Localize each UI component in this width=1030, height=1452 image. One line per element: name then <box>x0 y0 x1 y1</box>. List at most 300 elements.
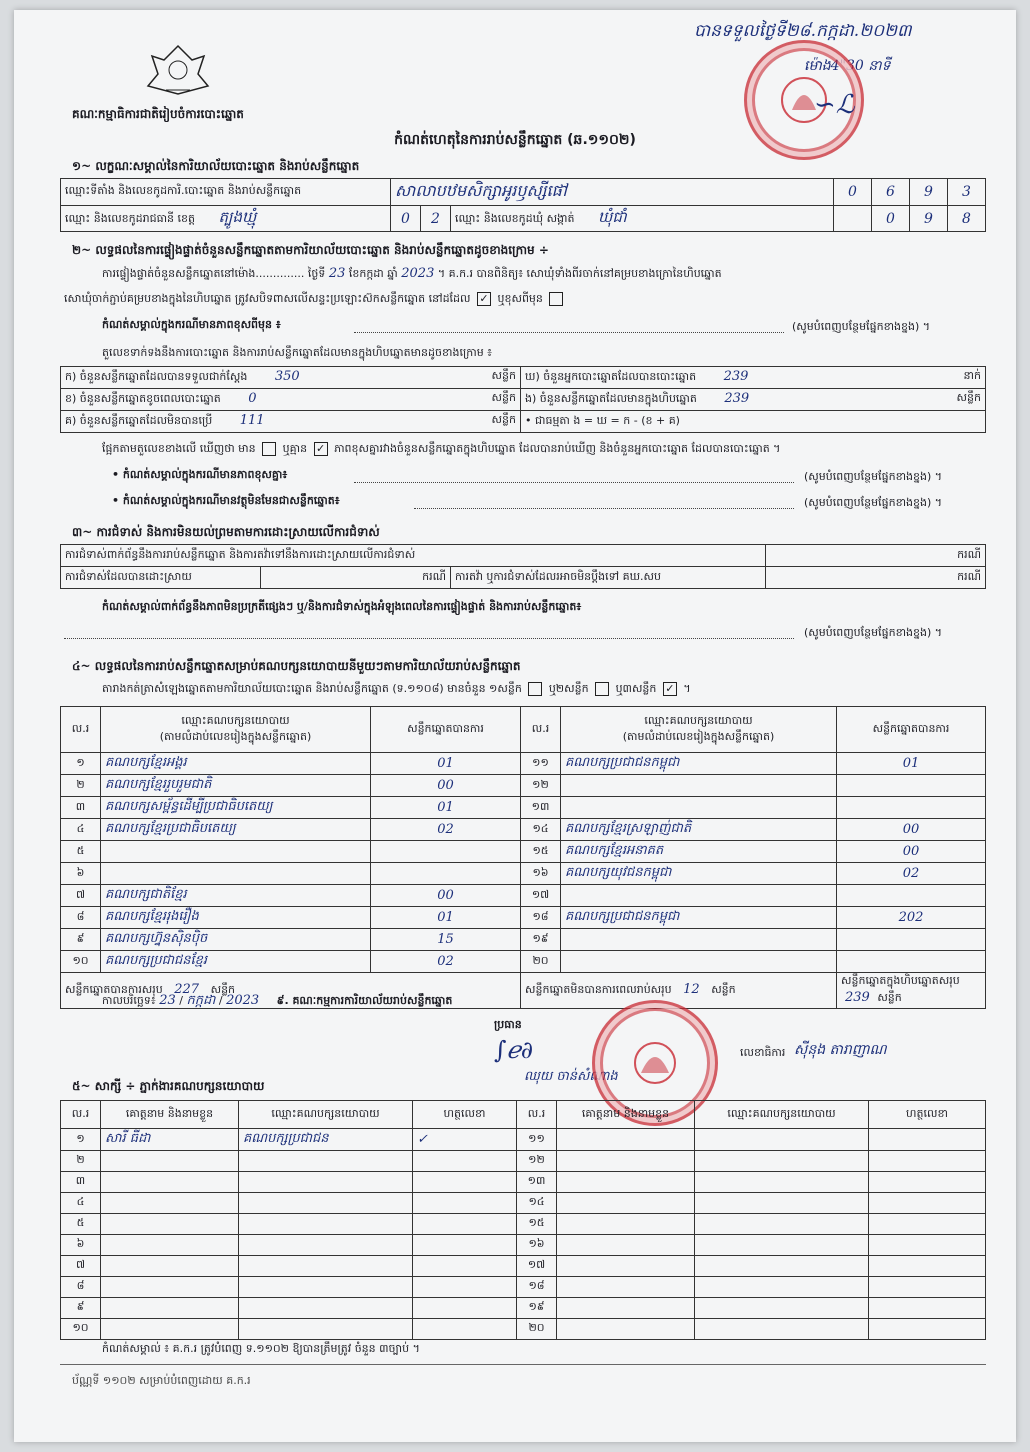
witness-no: ១៦ <box>517 1235 557 1256</box>
figure-b-label: ខ) ចំនួនសន្លឹកឆ្នោតខូចពេលបោះឆ្នោត <box>65 392 221 405</box>
result-no: ១៧ <box>521 885 561 907</box>
bullet-difference: • កំណត់សម្គាល់ក្នុងករណីមានភាពខុសគ្នា៖ <box>112 468 288 481</box>
witness-col-name-left: គោត្តនាម និងនាមខ្លួន <box>101 1101 239 1129</box>
witness-signature <box>413 1298 517 1319</box>
result-no: ១១ <box>521 753 561 775</box>
bullet-objects-line <box>414 508 794 509</box>
results-col-votes-left: សន្លឹកឆ្នោតបានការ <box>371 707 521 753</box>
commune-code-1: 0 <box>872 206 910 232</box>
objections-table <box>60 544 986 589</box>
witness-party <box>695 1235 869 1256</box>
made-year: 2023 <box>226 993 260 1008</box>
witness-name <box>101 1256 239 1277</box>
commune-code-3: 8 <box>948 206 986 232</box>
bullet-objects: • កំណត់សម្គាល់ក្នុងករណីមានវត្ថុមិនមែនជាសន្លឹកឆ្នោត៖ <box>112 494 340 507</box>
table-row <box>61 1151 986 1172</box>
location-code-3: 9 <box>910 179 948 206</box>
witness-signature <box>413 1256 517 1277</box>
made-month: កក្កដា <box>186 993 216 1008</box>
figure-formula: • ជាធម្មតា ង = ឃ = ក - (ខ + គ) <box>521 411 986 433</box>
result-party: គណបក្សជាតិខ្មែរ <box>101 885 371 907</box>
secretary-name: សុីនុង តារាញាណ <box>794 1042 887 1058</box>
witness-party <box>239 1298 413 1319</box>
witness-signature <box>869 1298 986 1319</box>
result-party: គណបក្សខ្មែរអង្គរ <box>101 753 371 775</box>
witness-no: ១៣ <box>517 1172 557 1193</box>
location-table <box>60 178 986 232</box>
witness-party <box>695 1214 869 1235</box>
witness-no: ១២ <box>517 1151 557 1172</box>
objection-appeal-case: ករណី <box>766 567 986 589</box>
witness-no: ១៥ <box>517 1214 557 1235</box>
figures-table <box>60 366 986 433</box>
results-col-no-left: ល.រ <box>61 707 101 753</box>
witness-party <box>695 1319 869 1340</box>
table-row <box>61 863 986 885</box>
footer-divider <box>60 1364 986 1365</box>
result-votes: 15 <box>371 929 521 951</box>
commune-label <box>451 206 834 232</box>
irregularity-line <box>64 638 794 639</box>
table-row <box>61 797 986 819</box>
witness-name <box>557 1151 695 1172</box>
total-valid-value: 227 <box>174 982 200 997</box>
witness-name <box>557 1298 695 1319</box>
location-value: សាលាបឋមសិក្សាអូរឫស្សីផៅ <box>391 179 834 206</box>
difference-note-suffix: (សូមបំពេញបន្ថែមផ្នែកខាងខ្នង) ។ <box>792 320 931 333</box>
table-row <box>61 1298 986 1319</box>
result-party <box>561 775 837 797</box>
witness-no: ៥ <box>61 1214 101 1235</box>
witness-signature <box>413 1235 517 1256</box>
no-difference-checkbox[interactable]: ✓ <box>314 442 328 456</box>
witness-party <box>239 1193 413 1214</box>
result-votes: 01 <box>837 753 986 775</box>
figures-intro: តួលេខទាក់ទងនឹងការបោះឆ្នោត និងការរាប់សន្លឹកឆ្នោតដែលមានក្នុងហិបឆ្នោតមានដូចខាងក្រោម ៖ <box>102 346 493 359</box>
province-code-1: 0 <box>391 206 421 232</box>
witness-col-sign-right: ហត្ថលេខា <box>869 1101 986 1129</box>
result-party: គណបក្សខ្មែរអនាគត <box>561 841 837 863</box>
objection-row1-case: ករណី <box>766 545 986 567</box>
stamp-emblem-icon <box>625 1033 685 1093</box>
three-sheets-label: ឬ៣សន្លឹក <box>615 682 657 695</box>
chair-label: ប្រធាន <box>494 1018 522 1031</box>
witness-body <box>61 1129 986 1340</box>
results-col-votes-right: សន្លឹកឆ្នោតបានការ <box>837 707 986 753</box>
bullet-difference-suffix: (សូមបំពេញបន្ថែមផ្នែកខាងខ្នង) ។ <box>804 470 943 483</box>
witness-col-party-left: ឈ្មោះគណបក្សនយោបាយ <box>239 1101 413 1129</box>
result-party <box>561 797 837 819</box>
result-party: គណបក្សខ្មែរស្រឡាញ់ជាតិ <box>561 819 837 841</box>
para1-text: ការផ្ទៀងផ្ទាត់ចំនួនសន្លឹកឆ្នោតនៅម៉ោង.............. ថ្ងៃទី <box>102 267 326 280</box>
result-votes: 00 <box>837 819 986 841</box>
results-col-party-right <box>561 707 837 753</box>
coat-of-arms-icon <box>142 40 214 106</box>
figure-d-unit: នាក់ <box>963 369 981 382</box>
table-row <box>61 907 986 929</box>
result-votes <box>837 951 986 973</box>
result-no: ២ <box>61 775 101 797</box>
verification-para2 <box>64 292 566 308</box>
witness-name <box>101 1214 239 1235</box>
result-party: គណបក្សខ្មែរប្រជាធិបតេយ្យ <box>101 819 371 841</box>
witness-signature <box>869 1214 986 1235</box>
witness-no: ២០ <box>517 1319 557 1340</box>
result-votes: 00 <box>837 841 986 863</box>
results-col-party-left <box>101 707 371 753</box>
unchanged-checkbox[interactable]: ✓ <box>477 292 491 306</box>
witness-no: ១ <box>61 1129 101 1151</box>
result-votes: 02 <box>371 951 521 973</box>
made-on-label: កាលបរិច្ឆេទ៖ <box>102 994 156 1007</box>
irregularity-suffix: (សូមបំពេញបន្ថែមផ្នែកខាងខ្នង) ។ <box>804 626 943 639</box>
figure-e-value: 239 <box>724 391 750 406</box>
compare-end: ភាពខុសគ្នារវាងចំនួនសន្លឹកឆ្នោតក្នុងហិបឆ្នោត ដែលបានរាប់ឃើញ និងចំនួនអ្នកបោះឆ្នោត ដែលបានបោះឆ្នោត ។ <box>334 442 781 455</box>
witness-name <box>101 1235 239 1256</box>
figure-row-e <box>521 389 986 411</box>
figure-row-c <box>61 411 521 433</box>
party-header-left: ឈ្មោះគណបក្សនយោបាយ <box>181 713 290 727</box>
result-votes: 202 <box>837 907 986 929</box>
result-party: គណបក្សខ្មែររុងរឿង <box>101 907 371 929</box>
total-valid-unit: សន្លឹក <box>210 983 236 996</box>
witness-name <box>101 1277 239 1298</box>
witness-name <box>101 1298 239 1319</box>
result-party <box>561 929 837 951</box>
result-no: ១ <box>61 753 101 775</box>
result-votes: 02 <box>837 863 986 885</box>
witness-name <box>557 1235 695 1256</box>
section3-title: ៣~ ការជំទាស់ និងការមិនយល់ព្រមតាមការដោះស្រាយលើការជំទាស់ <box>72 525 380 539</box>
result-no: ១០ <box>61 951 101 973</box>
result-party: គណបក្សប្រជាជនខ្មែរ <box>101 951 371 973</box>
secretary-label: លេខាធិការ <box>740 1046 786 1059</box>
witness-signature: ✓ <box>413 1129 517 1151</box>
para2-text: សោឃុំចាក់ភ្ជាប់គម្របខាងក្នុងនៃហិបឆ្នោត ត្រូវសបិទពាសលើសន្ទះប្រឡោះស៊កសន្លឹកឆ្នោត នៅដដែល <box>64 292 471 305</box>
result-no: ៥ <box>61 841 101 863</box>
witness-name <box>101 1319 239 1340</box>
figure-c-label: គ) ចំនួនសន្លឹកឆ្នោតដែលមិនបានប្រើ <box>65 414 213 427</box>
figure-row-d <box>521 367 986 389</box>
table-row <box>61 1256 986 1277</box>
para1-year: 2023 <box>401 266 435 281</box>
witness-no: ១៩ <box>517 1298 557 1319</box>
witness-party <box>239 1235 413 1256</box>
witness-no: ៦ <box>61 1235 101 1256</box>
footnote: កំណត់សម្គាល់ ៖ គ.ក.រ ត្រូវបំពេញ ទ.១១០២ ឱ្យបានត្រឹមត្រូវ ចំនួន ៣ច្បាប់ ។ <box>102 1342 420 1355</box>
witness-no: ១៤ <box>517 1193 557 1214</box>
compare-text: ផ្អែកតាមតួលេខខាងលើ ឃើញថា មាន <box>102 442 256 455</box>
table-row <box>61 1129 986 1151</box>
result-votes: 01 <box>371 753 521 775</box>
witness-signature <box>413 1214 517 1235</box>
result-votes: 02 <box>371 819 521 841</box>
witness-name <box>557 1319 695 1340</box>
form-code: ប័ណ្ណទី ១១០២ សម្រាប់បំពេញដោយ គ.ក.រ <box>72 1374 251 1387</box>
compare-line <box>102 442 780 458</box>
objection-resolved-case: ករណី <box>261 567 451 589</box>
witness-name <box>557 1256 695 1277</box>
compare-or: ឬគ្មាន <box>282 442 308 455</box>
result-votes <box>371 863 521 885</box>
result-party <box>561 951 837 973</box>
party-sub-header-left: (តាមលំដាប់លេខរៀងក្នុងសន្លឹកឆ្នោត) <box>159 729 312 743</box>
result-votes: 01 <box>371 907 521 929</box>
witness-party <box>695 1277 869 1298</box>
witness-party <box>695 1193 869 1214</box>
witness-col-name-right: គោត្តនាម និងនាមខ្លួន <box>557 1101 695 1129</box>
result-no: ៦ <box>61 863 101 885</box>
total-invalid-unit: សន្លឹក <box>711 983 736 996</box>
total-box-cell <box>837 973 986 1009</box>
table-row <box>61 819 986 841</box>
changed-checkbox[interactable] <box>549 292 563 306</box>
result-no: ៩ <box>61 929 101 951</box>
witness-col-party-right: ឈ្មោះគណបក្សនយោបាយ <box>695 1101 869 1129</box>
total-invalid-value: 12 <box>683 982 700 997</box>
para1-mid: ខែកក្កដា ឆ្នាំ <box>348 267 398 280</box>
figure-a-label: ក) ចំនួនសន្លឹកឆ្នោតដែលបានទទួលជាក់ស្តែង <box>65 370 248 383</box>
result-votes <box>837 797 986 819</box>
result-votes: 00 <box>371 775 521 797</box>
result-party <box>101 863 371 885</box>
result-no: ៧ <box>61 885 101 907</box>
section1-title: ១~ លក្ខណៈសម្គាល់នៃការិយាល័យបោះឆ្នោត និងរាប់សន្លឹកឆ្នោត <box>72 159 360 173</box>
total-invalid-cell <box>521 973 837 1009</box>
witness-signature <box>413 1277 517 1298</box>
receipt-note: បានទទួលថ្ងៃទី២៨.កក្កដា.២០២៣ <box>694 21 912 41</box>
witness-signature <box>413 1172 517 1193</box>
result-party: គណបក្សខ្មែររួបរួមជាតិ <box>101 775 371 797</box>
commune-code-2: 9 <box>910 206 948 232</box>
figure-a-value: 350 <box>274 369 300 384</box>
result-party: គណបក្សប្រជាជនកម្ពុជា <box>561 907 837 929</box>
section5-title: ៥~ សាក្សី ÷ ភ្នាក់ងារគណបក្សនយោបាយ <box>72 1079 265 1093</box>
objection-row1: ការជំទាស់ពាក់ព័ន្ធនឹងការរាប់សន្លឹកឆ្នោត និងការតវ៉ាទៅនឹងការដោះស្រាយលើការជំទាស់ <box>61 545 766 567</box>
location-code-1: 0 <box>834 179 872 206</box>
table-row <box>61 1172 986 1193</box>
result-party: គណបក្សប្រជាជនកម្ពុជា <box>561 753 837 775</box>
commune-label-text: ឈ្មោះ និងលេខកូដឃុំ សង្កាត់ <box>455 211 575 225</box>
witness-name <box>101 1151 239 1172</box>
para1-end: ។ គ.ក.រ បានពិនិត្យ៖ សោឃុំទាំងពីរចាក់នៅគម្របខាងក្រោនៃហិបឆ្នោត <box>437 267 722 280</box>
witness-no: ៣ <box>61 1172 101 1193</box>
table-row <box>61 1235 986 1256</box>
objection-resolved: ការជំទាស់ដែលបានដោះស្រាយ <box>61 567 261 589</box>
table-row <box>61 929 986 951</box>
commune-value: ឃុំជាំ <box>598 207 627 226</box>
witness-name <box>557 1277 695 1298</box>
result-no: ១៤ <box>521 819 561 841</box>
witness-name <box>557 1193 695 1214</box>
table-row <box>61 753 986 775</box>
figure-c-value: 111 <box>239 413 265 428</box>
section4-title: ៤~ លទ្ធផលនៃការរាប់សន្លឹកឆ្នោតសម្រាប់គណបក្សនយោបាយនីមួយៗតាមការិយាល័យរាប់សន្លឹកឆ្នោត <box>72 659 521 673</box>
witness-party <box>239 1256 413 1277</box>
bullet-difference-line <box>354 482 794 483</box>
figure-e-label: ង) ចំនួនសន្លឹកឆ្នោតដែលមានក្នុងហិបឆ្នោត <box>525 392 697 405</box>
chair-signature: ∫ℯ∂ <box>494 1036 534 1064</box>
witness-party: គណបក្សប្រជាជន <box>239 1129 413 1151</box>
para1-date: 23 <box>328 266 346 281</box>
witness-no: ៤ <box>61 1193 101 1214</box>
witness-signature <box>869 1256 986 1277</box>
table-row <box>61 885 986 907</box>
result-no: ៨ <box>61 907 101 929</box>
committee-name: គណៈកម្មាធិការជាតិរៀបចំការបោះឆ្នោត <box>72 107 244 121</box>
witness-party <box>239 1214 413 1235</box>
result-party <box>561 885 837 907</box>
form-title-text: កំណត់ហេតុនៃការរាប់សន្លឹកឆ្នោត (ឆ.១១០២) <box>394 132 636 148</box>
location-label: ឈ្មោះទីតាំង និងលេខកូដការិ.បោះឆ្នោត និងរាប់សន្លឹកឆ្នោត <box>61 179 391 206</box>
witness-name <box>101 1193 239 1214</box>
witness-table <box>60 1100 986 1340</box>
location-code-4: 3 <box>948 179 986 206</box>
table-row <box>61 1214 986 1235</box>
total-box-label: សន្លឹកឆ្នោតក្នុងហិបឆ្នោតសរុប <box>841 974 960 987</box>
result-party: គណបក្សសម្ព័ន្ធដើម្បីប្រជាធិបតេយ្យ <box>101 797 371 819</box>
table-row <box>61 1319 986 1340</box>
result-no: ១៩ <box>521 929 561 951</box>
witness-party <box>239 1151 413 1172</box>
result-no: ១៨ <box>521 907 561 929</box>
receipt-signature: ∽ℒ <box>814 90 855 120</box>
two-sheets-checkbox[interactable] <box>595 682 609 696</box>
result-no: ១៣ <box>521 797 561 819</box>
result-no: ២០ <box>521 951 561 973</box>
result-no: ១៥ <box>521 841 561 863</box>
receipt-time: ម៉ោង4"30 នាទី <box>804 58 891 74</box>
witness-party <box>695 1172 869 1193</box>
figure-b-unit: សន្លឹក <box>491 391 516 404</box>
one-sheet-checkbox[interactable] <box>528 682 542 696</box>
figure-b-value: 0 <box>248 391 257 406</box>
witness-no: ៧ <box>61 1256 101 1277</box>
witness-no: ៩ <box>61 1298 101 1319</box>
witness-name <box>557 1172 695 1193</box>
witness-signature <box>869 1151 986 1172</box>
province-label-text: ឈ្មោះ និងលេខកូដរាជធានី ខេត្ត <box>65 211 195 225</box>
objection-appeal: ការតវ៉ា ឬការជំទាស់ដែលរអាចមិនប្តឹងទៅ គឃ.សប <box>451 567 766 589</box>
party-sub-header-right: (តាមលំដាប់លេខរៀងក្នុងសន្លឹកឆ្នោត) <box>622 729 775 743</box>
witness-name: សារី ធីដា <box>101 1129 239 1151</box>
witness-no: ២ <box>61 1151 101 1172</box>
bullet-objects-suffix: (សូមបំពេញបន្ថែមផ្នែកខាងខ្នង) ។ <box>804 496 943 509</box>
table-row <box>61 841 986 863</box>
table-row <box>61 951 986 973</box>
figure-d-value: 239 <box>723 369 749 384</box>
result-party <box>101 841 371 863</box>
has-difference-checkbox[interactable] <box>262 442 276 456</box>
witness-name <box>557 1129 695 1151</box>
figure-row-a <box>61 367 521 389</box>
total-invalid-label: សន្លឹកឆ្នោតមិនបានការពេលរាប់សរុប <box>525 983 672 996</box>
party-header-right: ឈ្មោះគណបក្សនយោបាយ <box>644 713 753 727</box>
total-box-value: 239 <box>845 990 870 1005</box>
witness-no: ១៧ <box>517 1256 557 1277</box>
witness-col-sign-left: ហត្ថលេខា <box>413 1101 517 1129</box>
result-votes: 01 <box>371 797 521 819</box>
figure-a-unit: សន្លឹក <box>491 369 516 382</box>
chair-name: ឈុយ ចាន់សំណាង <box>524 1069 618 1084</box>
witness-no: ១៨ <box>517 1277 557 1298</box>
form-sheet <box>14 10 1016 1442</box>
result-votes <box>837 775 986 797</box>
witness-signature <box>869 1277 986 1298</box>
results-table <box>60 706 986 1009</box>
result-votes: 00 <box>371 885 521 907</box>
three-sheets-checkbox[interactable]: ✓ <box>663 682 677 696</box>
result-no: ១២ <box>521 775 561 797</box>
total-valid-label: សន្លឹកឆ្នោតបានការសរុប <box>65 983 163 996</box>
form-title <box>14 130 1016 151</box>
witness-signature <box>869 1193 986 1214</box>
witness-signature <box>869 1235 986 1256</box>
difference-note-label: កំណត់សម្គាល់ក្នុងករណីមានភាពខុសពីមុន ៖ <box>102 318 281 331</box>
total-box-unit: សន្លឹក <box>877 991 902 1004</box>
result-votes <box>837 885 986 907</box>
location-code-2: 6 <box>872 179 910 206</box>
province-code-2: 2 <box>421 206 451 232</box>
witness-signature <box>869 1319 986 1340</box>
witness-signature <box>869 1129 986 1151</box>
witness-name <box>101 1172 239 1193</box>
result-votes <box>371 841 521 863</box>
result-no: ៤ <box>61 819 101 841</box>
result-party: គណបក្សហ្វ៊ុនស៊ិនប៉ិច <box>101 929 371 951</box>
made-by: ៩. គណៈកម្មការការិយាល័យរាប់សន្លឹកឆ្នោត <box>276 994 453 1007</box>
result-no: ៣ <box>61 797 101 819</box>
tally-text: តារាងកត់ត្រាសំឡេងឆ្នោតតាមការិយាល័យបោះឆ្នោត និងរាប់សន្លឹកឆ្នោត (ទ.១១០៨) មានចំនួន ១សន្លឹក <box>102 682 522 695</box>
difference-note-line <box>354 332 784 333</box>
made-day: 23 <box>159 993 176 1008</box>
province-value: ត្បូងឃ្មុំ <box>218 207 257 226</box>
witness-signature <box>413 1151 517 1172</box>
changed-label: ឬខុសពីមុន <box>497 292 543 305</box>
section2-title: ២~ លទ្ធផលនៃការផ្ទៀងផ្ទាត់ចំនួនសន្លឹកឆ្នោតតាមការិយាល័យបោះឆ្នោត និងរាប់សន្លឹកឆ្នោតដូចខាងក្រោម ÷ <box>72 243 549 257</box>
witness-signature <box>869 1172 986 1193</box>
figure-row-b <box>61 389 521 411</box>
figure-e-unit: សន្លឹក <box>956 391 981 404</box>
province-label <box>61 206 391 232</box>
table-row <box>61 1193 986 1214</box>
witness-party <box>695 1129 869 1151</box>
witness-party <box>239 1172 413 1193</box>
figure-d-label: ឃ) ចំនួនអ្នកបោះឆ្នោតដែលបានបោះឆ្នោត <box>525 370 697 383</box>
witness-name <box>557 1214 695 1235</box>
results-body <box>61 753 986 973</box>
witness-party <box>695 1151 869 1172</box>
figure-c-unit: សន្លឹក <box>491 413 516 426</box>
witness-signature <box>413 1319 517 1340</box>
irregularity-note: កំណត់សម្គាល់ពាក់ព័ន្ធនឹងភាពមិនប្រក្រតីផ្សេងៗ ឬ/និងការជំទាស់ក្នុងអំឡុងពេលនៃការផ្ទៀងផ្ទាត់ និងការរាប់សន្លឹកឆ្នោត៖ <box>102 600 582 613</box>
witness-party <box>239 1319 413 1340</box>
commune-code-blank <box>834 206 872 232</box>
witness-party <box>695 1298 869 1319</box>
tally-sheets-line: តារាងកត់ត្រាសំឡេងឆ្នោតតាមការិយាល័យបោះឆ្នោត និងរាប់សន្លឹកឆ្នោត (ទ.១១០៨) មានចំនួន ១សន្លឹក ឬ២សន្លឹក ឬ៣សន្លឹក ✓ ។ <box>102 682 691 695</box>
table-row <box>61 775 986 797</box>
witness-party <box>695 1256 869 1277</box>
witness-party <box>239 1277 413 1298</box>
result-votes <box>837 929 986 951</box>
verification-para1 <box>102 266 722 283</box>
witness-no: ១១ <box>517 1129 557 1151</box>
result-no: ១៦ <box>521 863 561 885</box>
witness-signature <box>413 1193 517 1214</box>
two-sheets-label: ឬ២សន្លឹក <box>548 682 589 695</box>
results-col-no-right: ល.រ <box>521 707 561 753</box>
witness-no: ១០ <box>61 1319 101 1340</box>
